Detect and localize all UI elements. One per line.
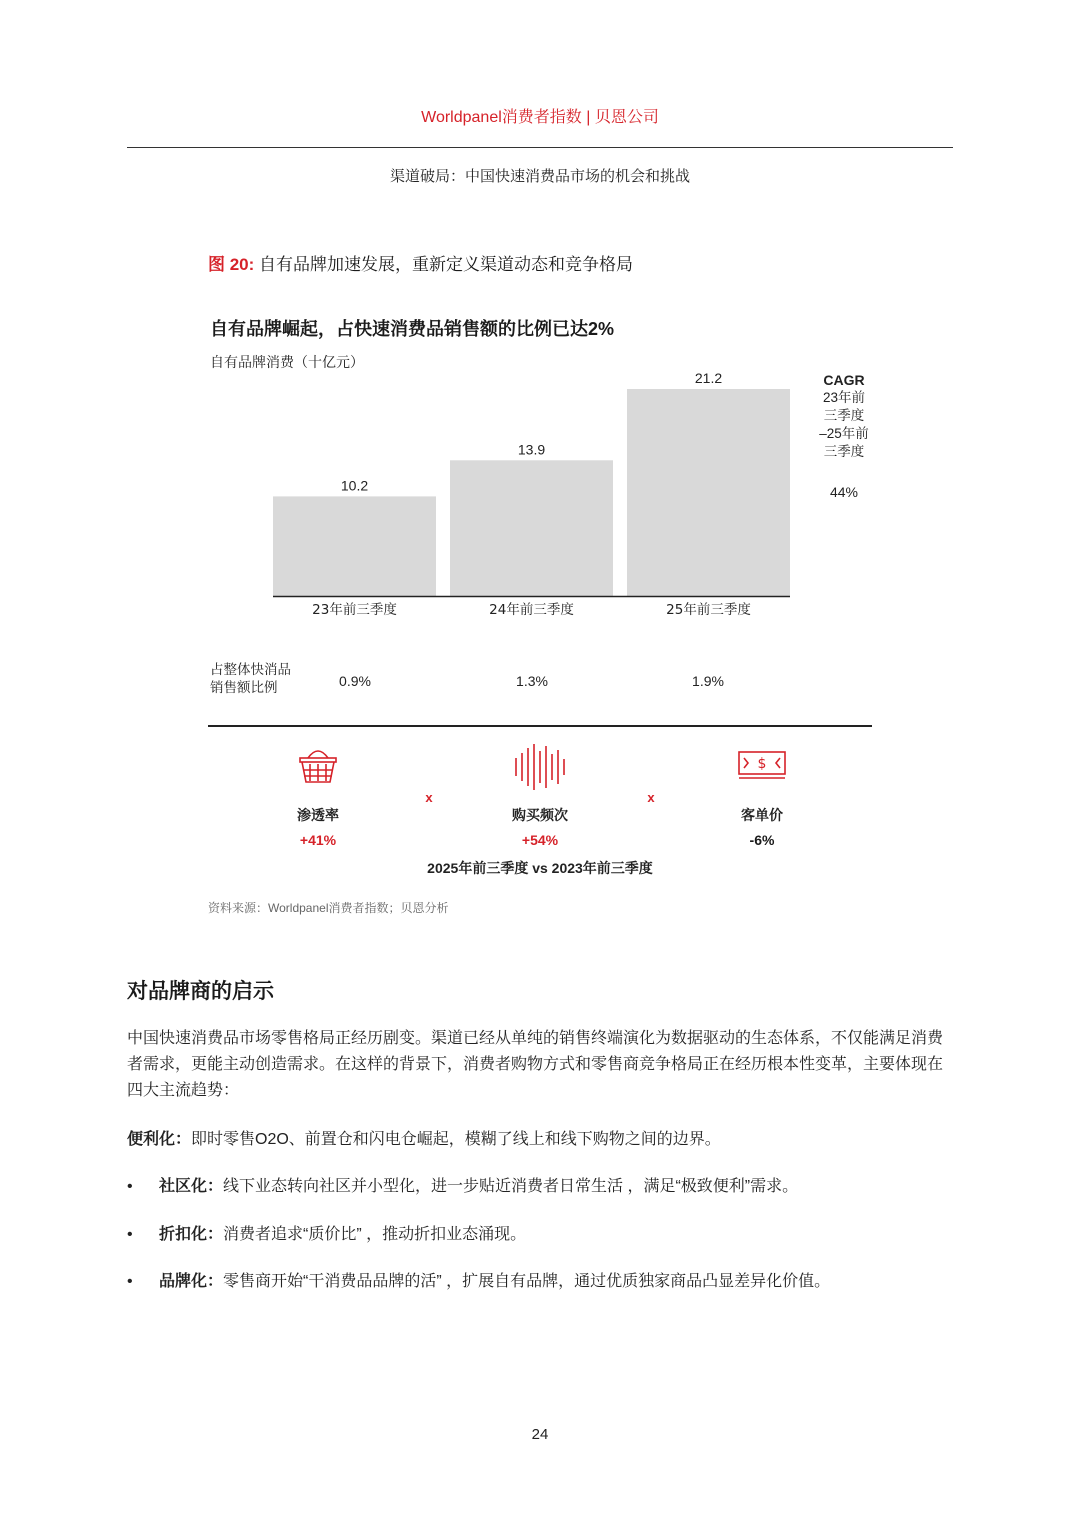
- bar: [450, 460, 613, 596]
- section-title: 对品牌商的启示: [127, 980, 274, 1003]
- bar-value-label: 10.2: [340, 477, 369, 494]
- report-brand-header: Worldpanel消费者指数 | 贝恩公司: [421, 109, 659, 126]
- share-label-line: 销售额比例: [210, 680, 278, 695]
- svg-text:$: $: [757, 756, 767, 772]
- source-note: 资料来源：Worldpanel消费者指数；贝恩分析: [208, 901, 449, 915]
- banknote-icon: [692, 742, 832, 788]
- bar-value-label: 21.2: [694, 370, 723, 386]
- figure-number: 图 20:: [208, 255, 255, 274]
- trend-term: 折扣化：: [159, 1226, 224, 1243]
- basket-icon: [248, 742, 388, 788]
- list-item: • 社区化：线下业态转向社区并小型化，进一步贴近消费者日常生活 ，满足“极致便利”需求。: [127, 1178, 799, 1195]
- chart-divider: [208, 725, 872, 727]
- comparison-period: 2025年前三季度 vs 2023年前三季度: [427, 860, 653, 876]
- list-item: • 品牌化：零售商开始“干消费品品牌的活” ，扩展自有品牌，通过优质独家商品凸显差异化价值。: [127, 1273, 831, 1290]
- bar: [273, 496, 436, 596]
- list-item: • 折扣化：消费者追求“质价比” ，推动折扣业态涌现。: [127, 1226, 527, 1243]
- figure-caption-text: 自有品牌加速发展，重新定义渠道动态和竞争格局: [259, 255, 634, 274]
- trend-lead: [127, 1126, 721, 1149]
- multiply-operator: x: [647, 790, 655, 805]
- driver-value: -6%: [749, 832, 775, 848]
- x-tick-label: 25年前三季度: [666, 602, 751, 618]
- cagr-period-line: 23年前: [822, 390, 866, 405]
- trend-term: 便利化：: [127, 1131, 192, 1148]
- cagr-box: [808, 371, 880, 461]
- cagr-value: 44%: [829, 484, 859, 500]
- trend-term: 品牌化：: [159, 1273, 224, 1290]
- driver-value: +41%: [299, 832, 337, 848]
- frequency-bars-icon: [470, 742, 610, 788]
- trend-term: 社区化：: [159, 1178, 224, 1195]
- cagr-title: CAGR: [823, 372, 865, 388]
- share-label-line: 占整体快消品: [210, 662, 291, 677]
- driver-value: +54%: [521, 832, 559, 848]
- trend-text: 即时零售O2O、前置仓和闪电仓崛起，模糊了线上和线下购物之间的边界。: [191, 1131, 721, 1148]
- trend-text: 消费者追求“质价比” ，推动折扣业态涌现。: [223, 1226, 527, 1243]
- trend-text: 线下业态转向社区并小型化，进一步贴近消费者日常生活 ，满足“极致便利”需求。: [223, 1178, 799, 1195]
- multiply-operator: x: [425, 790, 433, 805]
- x-tick-label: 23年前三季度: [312, 602, 397, 618]
- cagr-period-line: 三季度: [823, 408, 865, 423]
- cagr-period-line: 三季度: [823, 444, 865, 459]
- bar-value-label: 13.9: [517, 441, 546, 458]
- share-row-label: [210, 661, 291, 697]
- driver-label: 渗透率: [297, 807, 339, 823]
- trend-text: 零售商开始“干消费品品牌的活” ，扩展自有品牌，通过优质独家商品凸显差异化价值。: [223, 1273, 831, 1290]
- report-subtitle: 渠道破局：中国快速消费品市场的机会和挑战: [389, 168, 690, 185]
- driver-label: 客单价: [741, 807, 783, 823]
- chart-title: 自有品牌崛起，占快速消费品销售额的比例已达2%: [210, 319, 615, 339]
- driver-label: 购买频次: [512, 807, 568, 823]
- page-number: 24: [531, 1426, 549, 1443]
- cagr-period-line: –25年前: [819, 426, 869, 441]
- share-value: 1.9%: [692, 673, 724, 689]
- section-paragraph: 中国快速消费品市场零售格局正经历剧变。渠道已经从单纯的销售终端演化为数据驱动的生态体系，不仅能满足消费者需求，更能主动创造需求。在这样的背景下，消费者购物方式和零售商竞争格局正在经历根本性变革，主要体现在四大主流趋势：: [127, 1030, 944, 1099]
- bar: [627, 389, 790, 596]
- x-tick-label: 24年前三季度: [489, 602, 574, 618]
- bar-chart: [0, 0, 1080, 640]
- chart-y-label: 自有品牌消费（十亿元）: [210, 354, 364, 370]
- share-value: 1.3%: [516, 673, 548, 689]
- share-value: 0.9%: [339, 673, 371, 689]
